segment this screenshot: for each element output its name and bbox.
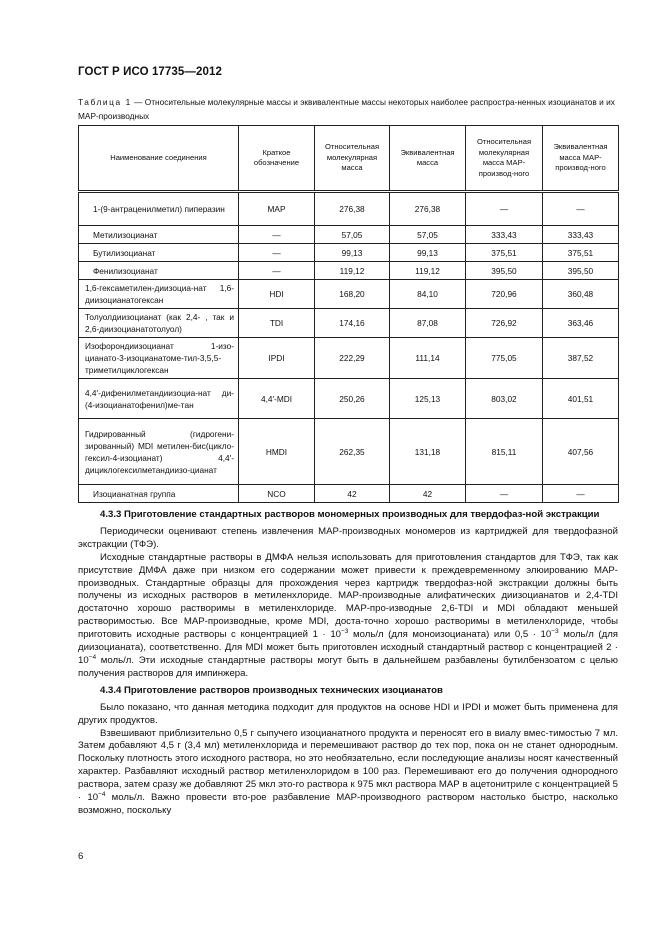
equivalent-mass-cell: 131,18 (390, 419, 466, 485)
compound-name-cell: Фенилизоцианат (79, 262, 239, 280)
map-molecular-mass-cell: — (466, 192, 543, 226)
abbreviation-cell: HMDI (239, 419, 315, 485)
standard-header: ГОСТ Р ИСО 17735—2012 (78, 66, 223, 78)
section-4-3-3-title: 4.3.3 Приготовление стандартных растворов мономерных производных для твердофаз-ной экстракции (100, 509, 600, 520)
table-row (79, 379, 619, 419)
map-equivalent-mass-cell: 333,43 (543, 226, 619, 244)
exponent: −4 (88, 653, 97, 661)
isocyanate-mass-table (78, 125, 619, 503)
table-caption (78, 95, 618, 123)
compound-name-cell: 1-(9-антраценилметил) пиперазин (79, 192, 239, 226)
col-header-mw-map: Относительная молекулярная масса МАР-производ-ного (466, 126, 543, 192)
table-row (79, 338, 619, 379)
abbreviation-cell: МАР (239, 192, 315, 226)
exponent: −3 (341, 627, 349, 635)
col-header-abbr: Краткое обозначение (239, 126, 315, 192)
text-run: моль/л. Эти исходные стандартные растворы могут быть в дальнейшем разбавлены бутилбензоатом с целью получения растворов для импинжера. (78, 654, 618, 679)
table-row (79, 262, 619, 280)
equivalent-mass-cell: 111,14 (390, 338, 466, 379)
map-molecular-mass-cell: 720,96 (466, 280, 543, 309)
equivalent-mass-cell: 84,10 (390, 280, 466, 309)
table-row (79, 244, 619, 262)
molecular-mass-cell: 262,35 (315, 419, 390, 485)
map-molecular-mass-cell: 775,05 (466, 338, 543, 379)
molecular-mass-cell: 57,05 (315, 226, 390, 244)
col-header-mw: Относительная молекулярная масса (315, 126, 390, 192)
table-caption-text: — Относительные молекулярные массы и эквивалентные массы некоторых наиболее распростра-ненных изоцианатов и их МАР-производных (78, 97, 615, 121)
section-4-3-4-paragraph-2 (78, 728, 618, 818)
molecular-mass-cell: 250,26 (315, 379, 390, 419)
text-run: моль/л. Важно провести вто-рое разбавление МАР-производного раствором настолько быстро, насколько возможно, поскольку (78, 792, 618, 816)
molecular-mass-cell: 222,29 (315, 338, 390, 379)
table-row (79, 280, 619, 309)
section-4-3-3-paragraph-2 (78, 552, 618, 681)
map-equivalent-mass-cell: 375,51 (543, 244, 619, 262)
abbreviation-cell: IPDI (239, 338, 315, 379)
molecular-mass-cell: 42 (315, 485, 390, 503)
compound-name-cell: Толуолдиизоцианат (как 2,4- , так и 2,6-диизоцианатотолуол) (79, 309, 239, 338)
table-row (79, 485, 619, 503)
abbreviation-cell: — (239, 244, 315, 262)
equivalent-mass-cell: 42 (390, 485, 466, 503)
section-4-3-4-title: 4.3.4 Приготовление растворов производных технических изоцианатов (100, 684, 443, 696)
map-equivalent-mass-cell: 407,56 (543, 419, 619, 485)
map-equivalent-mass-cell: 387,52 (543, 338, 619, 379)
molecular-mass-cell: 168,20 (315, 280, 390, 309)
section-4-3-4-paragraph-1: Было показано, что данная методика подходит для продуктов на основе HDI и IPDI и может быть применена для других продуктов. (78, 701, 618, 726)
abbreviation-cell: 4,4′-MDI (239, 379, 315, 419)
table-header-row (79, 126, 619, 192)
col-header-name: Наименование соединения (79, 126, 239, 192)
section-4-3-3-paragraph-1: Периодически оценивают степень извлечения МАР-производных мономеров из картриджей для твердофазной экстракции (ТФЭ). (78, 525, 618, 550)
map-molecular-mass-cell: 395,50 (466, 262, 543, 280)
equivalent-mass-cell: 276,38 (390, 192, 466, 226)
compound-name-cell: Гидрированный (гидрогени-зированный) MDI метилен-бис(цикло-гексил-4-изоцианат) 4,4′-дициклогексилметандиизо-цианат (79, 419, 239, 485)
text-run: моль/л (для моноизоцианата) или 0,5 · 10 (348, 629, 552, 641)
molecular-mass-cell: 276,38 (315, 192, 390, 226)
molecular-mass-cell: 174,16 (315, 309, 390, 338)
abbreviation-cell: — (239, 226, 315, 244)
equivalent-mass-cell: 87,08 (390, 309, 466, 338)
equivalent-mass-cell: 125,13 (390, 379, 466, 419)
text-run: Взвешивают приблизительно 0,5 г сыпучего изоцианатного продукта и переносят его в виалу вмес-тимостью 7 мл. Затем добавляют 4,5 г (3,4 мл) метиленхлорида и перемешивают раствор до тех пор, пока он не станет однородным. Поскольку плотность этого исходного раствора, но это необязательно, если последующие анализы носят качественный характер. Разбавляют исходный раствор метиленхлоридом в 100 раз. Перемешивают его до получения однородного раствора, затем сразу же добавляют 25 мкл это-го раствора к 975 мкл раствора МАР в ацетонитриле с концентрацией 5 · 10 (78, 727, 618, 804)
table-row (79, 309, 619, 338)
table-row (79, 226, 619, 244)
table-caption-prefix: Таблица 1 (78, 97, 132, 107)
map-molecular-mass-cell: — (466, 485, 543, 503)
compound-name-cell: Бутилизоцианат (79, 244, 239, 262)
col-header-eq-map: Эквивалентная масса МАР-производ-ного (543, 126, 619, 192)
table-row (79, 192, 619, 226)
map-molecular-mass-cell: 726,92 (466, 309, 543, 338)
map-molecular-mass-cell: 815,11 (466, 419, 543, 485)
abbreviation-cell: — (239, 262, 315, 280)
equivalent-mass-cell: 119,12 (390, 262, 466, 280)
exponent: −4 (98, 790, 106, 798)
molecular-mass-cell: 119,12 (315, 262, 390, 280)
map-equivalent-mass-cell: 395,50 (543, 262, 619, 280)
page-number: 6 (78, 851, 84, 862)
molecular-mass-cell: 99,13 (315, 244, 390, 262)
equivalent-mass-cell: 57,05 (390, 226, 466, 244)
map-equivalent-mass-cell: — (543, 485, 619, 503)
text-run: моль/л (для диизоцианата), соответственно. Для MDI может быть приготовлен исходный стандартный раствор с концентрацией 2 · 10 (78, 629, 618, 666)
compound-name-cell: Изоцианатная группа (79, 485, 239, 503)
abbreviation-cell: TDI (239, 309, 315, 338)
map-molecular-mass-cell: 803,02 (466, 379, 543, 419)
body-text (78, 509, 618, 818)
map-equivalent-mass-cell: 360,48 (543, 280, 619, 309)
compound-name-cell: Метилизоцианат (79, 226, 239, 244)
map-molecular-mass-cell: 333,43 (466, 226, 543, 244)
compound-name-cell: 4,4′-дифенилметандиизоциа-нат ди-(4-изоцианатофенил)ме-тан (79, 379, 239, 419)
compound-name-cell: Изофорондиизоцианат 1-изо-цианато-3-изоцианатоме-тил-3,5,5-триметилциклогексан (79, 338, 239, 379)
abbreviation-cell: HDI (239, 280, 315, 309)
map-equivalent-mass-cell: 363,46 (543, 309, 619, 338)
map-equivalent-mass-cell: 401,51 (543, 379, 619, 419)
map-molecular-mass-cell: 375,51 (466, 244, 543, 262)
abbreviation-cell: NCO (239, 485, 315, 503)
col-header-eq: Эквивалентная масса (390, 126, 466, 192)
text-run: Исходные стандартные растворы в ДМФА нельзя использовать для приготовления стандартов для ТФЭ, так как присутствие ДМФА даже при низком его содержании может привести к преждевременному элюированию МАР-производных. Стандартные образцы для прохождения через картридж твердофаз-ной экстракции должны быть получены из исходных растворов в метиленхлориде. МАР-производные алифатических диизоцианатов и 2,4-TDI достаточно хорошо растворимы в метиленхлориде. МАР-про-изводные 2,6-TDI и MDI обладают меньшей растворимостью. Все МАР-производные, кроме MDI, доста-точно хорошо растворимы в метиленхлориде, чтобы приготовить исходные растворы с концентрацией 1 · 10 (78, 551, 618, 641)
compound-name-cell: 1,6-гексаметилен-диизоциа-нат 1,6-диизоцианатогексан (79, 280, 239, 309)
map-equivalent-mass-cell: — (543, 192, 619, 226)
exponent: −3 (551, 627, 559, 635)
table-row (79, 419, 619, 485)
equivalent-mass-cell: 99,13 (390, 244, 466, 262)
table-body (79, 192, 619, 503)
